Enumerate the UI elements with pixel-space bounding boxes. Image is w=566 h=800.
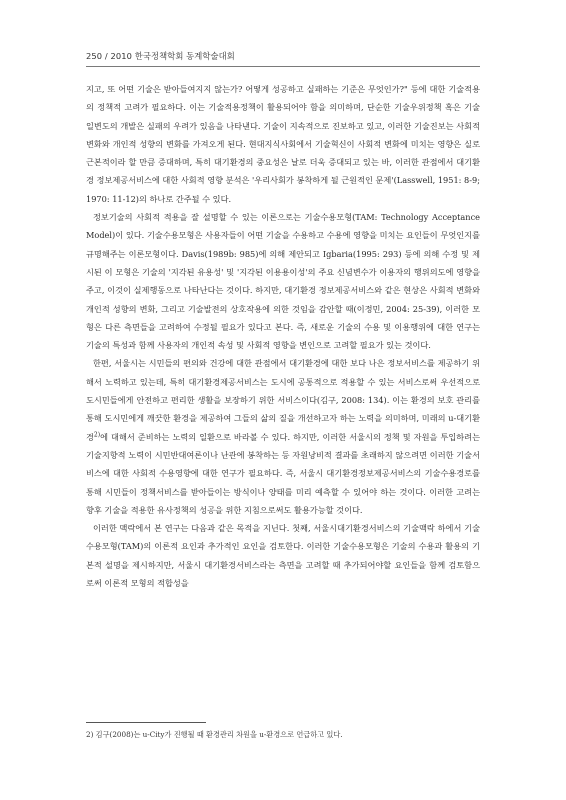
paragraph-1-text: 지고, 또 어떤 기술은 받아들여지지 않는가? 어떻게 성공하고 실패하는 기준은 무엇인가?" 등에 대한 기술적용의 정책적 고려가 필요하다. 이는 기술적용정책이 활용되어야 함을 의미하며, 단순한 기술우위정책 혹은 기술 일변도의 개발은 실패의 우려가 있음을 나타낸다. 기술이 지속적으로 진보하고 있고, 이러한 기술진보는 사회적 변화와 개인적 성향의 변화를 가져오게 된다. 현대지식사회에서 기술혁신이 사회적 변화에 미치는 영향은 실로 근본적이라 할 만큼 증대하며, 특히 대기환경의 중요성은 날로 더욱 증대되고 있는 바, 이러한 관점에서 대기환경 정보제공서비스에 대한 사회적 영향 분석은 '우리사회가 봉착하게 될 근원적인 문제'(Lasswell, 1951: 8-9; 1970: 11-12)의 하나로 간주될 수 있다. — [86, 84, 480, 204]
paragraph-4 — [86, 519, 480, 592]
paragraph-2-text: 정보기술의 사회적 적용을 잘 설명할 수 있는 이론으로는 기술수용모형(TAM: Technology Acceptance Model)이 있다. 기술수용모형은 사용자들이 어떤 기술을 수용하고 수용에 영향을 미치는 요인들이 무엇인지를 규명해주는 이론모형이다. Davis(1989b: 985)에 의해 제안되고 Igbaria(1995: 293) 등에 의해 수정 및 제시된 이 모형은 기술의 '지각된 유용성' 및 '지각된 이용용이성'의 주요 신념변수가 이용자의 행위의도에 영향을 주고, 이것이 실제행동으로 나타난다는 것이다. 하지만, 대기환경 정보제공서비스와 같은 현상은 사회적 변화와 개인적 성향의 변화, 그리고 기술발전의 상호작용에 의한 것임을 감안할 때(이정민, 2004: 25-39), 이러한 모형은 다른 측면들을 고려하여 수정될 필요가 있다고 본다. 즉, 새로운 기술의 수용 및 이용행위에 대한 연구는 기술의 특성과 함께 사용자의 개인적 속성 및 사회적 영향을 변인으로 고려할 필요가 있는 것이다. — [86, 212, 480, 351]
paragraph-1 — [86, 80, 480, 208]
body-text — [86, 80, 480, 592]
paragraph-3-text-a: 한편, 서울시는 시민들의 편의와 건강에 대한 관점에서 대기환경에 대한 보다 나은 정보서비스를 제공하기 위해서 노력하고 있는데, 특히 대기환경제공서비스는 도시에 공통적으로 적용할 수 있는 서비스로써 우선적으로 도시민들에게 안전하고 편리한 생활을 보장하기 위한 서비스이다(김구, 2008: 134). 이는 환경의 보호 관리를 통해 도시민에게 깨끗한 환경을 제공하여 그들의 삶의 질을 개선하고자 하는 노력을 의미하며, 미래의 u-대기환경 — [86, 358, 480, 442]
paragraph-2 — [86, 208, 480, 354]
paragraph-4-text: 이러한 맥락에서 본 연구는 다음과 같은 목적을 지닌다. 첫째, 서울시대기환경서비스의 기술맥락 하에서 기술수용모형(TAM)의 이론적 요인과 추가적인 요인을 검토한다. 이러한 기술수용모형은 기술의 수용과 활용의 기본적 설명을 제시하지만, 서울시 대기환경서비스라는 측면을 고려할 때 추가되어야할 요인들을 함께 검토함으로써 이론적 모형의 적합성을 — [86, 523, 480, 589]
footnote: 2) 김구(2008)는 u-City가 진행될 때 환경관리 차원을 u-환경으로 언급하고 있다. — [86, 730, 343, 739]
running-header: 250 / 2010 한국정책학회 동계학술대회 — [86, 51, 235, 61]
footnote-ref: 2) — [93, 430, 101, 438]
header-divider — [86, 66, 480, 67]
paragraph-3-text-b: 에 대해서 준비하는 노력의 일환으로 바라볼 수 있다. 하지만, 이러한 서울시의 정책 및 자원을 투입하려는 기술지향적 노력이 시민반대여론이나 난관에 봉착하는 등 자원낭비적 결과를 초래하지 않으려면 이러한 기술서비스에 대한 사회적 수용영향에 대한 연구가 필요하다. 즉, 서울시 대기환경정보제공서비스의 기술수용경로를 통해 시민들이 정책서비스를 받아들이는 방식이나 양태를 미리 예측할 수 있어야 하는 것이다. 이러한 고려는 향후 기술을 적용한 유사정책의 성공을 위한 지침으로써도 활용가능할 것이다. — [86, 431, 480, 515]
paragraph-3 — [86, 354, 480, 519]
footnote-divider — [86, 722, 206, 723]
